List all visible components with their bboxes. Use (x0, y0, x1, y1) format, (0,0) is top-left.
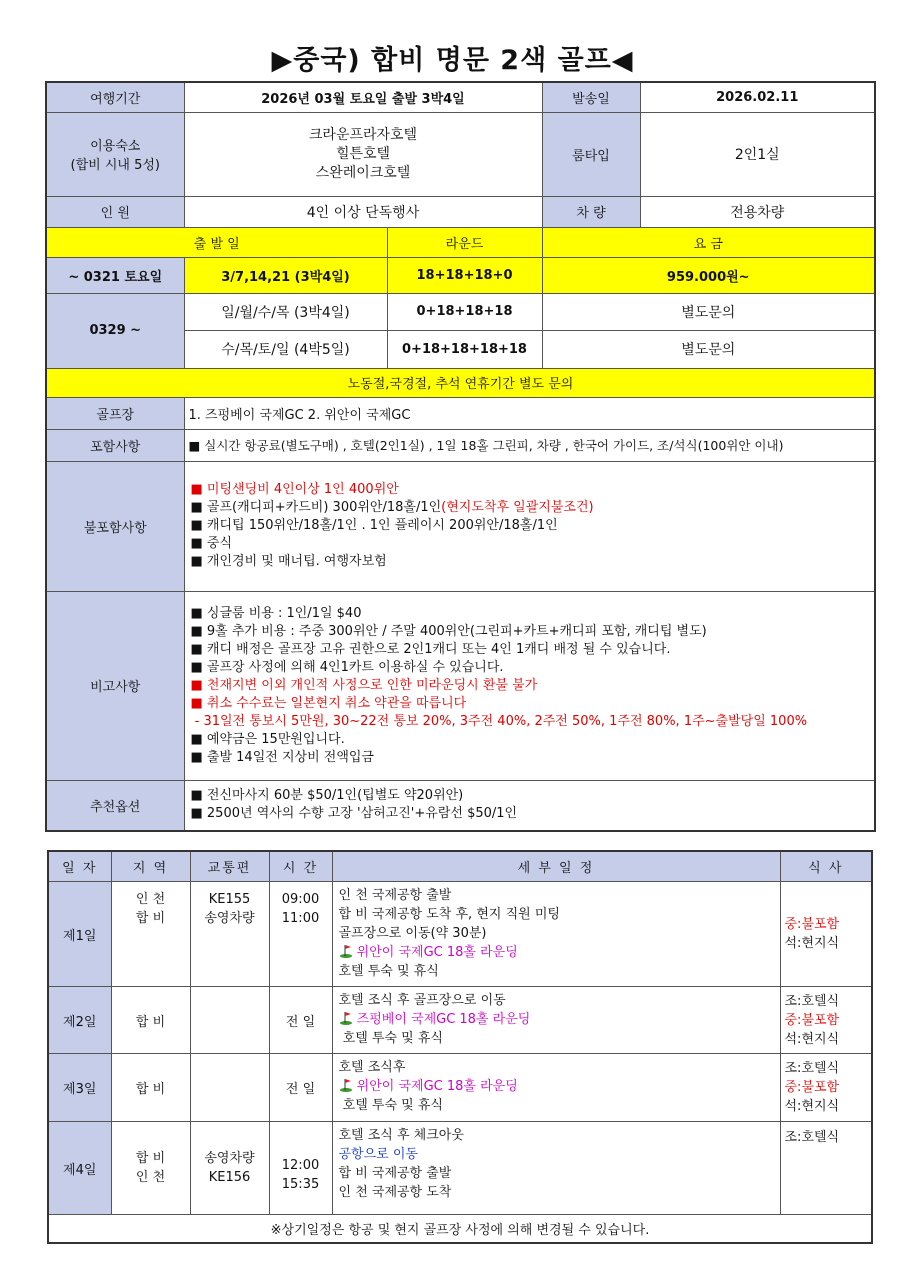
schedule-header-day: 일 자 (48, 851, 111, 882)
golf-round-text: 위안이 국제GC 18홀 라운딩 (356, 1079, 518, 1094)
hotel-list (184, 112, 542, 196)
schedule-detail (332, 1054, 780, 1122)
excluded-item: ■ 캐디팁 150위안/18홀/1인 . 1인 플레이시 200위안/18홀/1인 (190, 518, 558, 533)
meal-item: 조:호텔식 (784, 1130, 840, 1145)
schedule-detail (332, 987, 780, 1054)
detail-line: 합 비 국제공항 도착 후, 현지 직원 미팅 (338, 907, 560, 922)
transport-item: KE155 (208, 892, 251, 907)
schedule-area (111, 1122, 190, 1215)
price-fee: 별도문의 (542, 293, 875, 330)
meal-item: 조:호텔식 (784, 993, 840, 1009)
detail-line: 호텔 투숙 및 휴식 (338, 964, 439, 979)
excluded-item: ■ 중식 (190, 536, 233, 551)
schedule-day: 제4일 (48, 1122, 111, 1215)
detail-line: 호텔 조식 후 골프장으로 이동 (338, 993, 506, 1008)
schedule-area: 합 비 (111, 1054, 190, 1122)
price-fee: 959.000원~ (542, 257, 875, 293)
schedule-detail (332, 882, 780, 987)
people-label: 인 원 (46, 196, 184, 227)
send-date-value: 2026.02.11 (640, 82, 875, 112)
meal-item: 석:현지식 (784, 1099, 840, 1114)
detail-line: 인 천 국제공항 출발 (338, 888, 452, 903)
included-value: ■ 실시간 항공료(별도구매) , 호텔(2인1실) , 1일 18홀 그린피, 차량 , 한국어 가이드, 조/석식(100위안 이내) (184, 429, 875, 461)
golf-round-line (339, 1077, 774, 1096)
remark-item: ■ 취소 수수료는 일본현지 취소 약관을 따릅니다 (190, 695, 467, 711)
schedule-transport (190, 1122, 269, 1215)
price-dates: 일/월/수/목 (3박4일) (184, 293, 387, 330)
hotel-item: 스완레이크호텔 (315, 164, 411, 181)
room-type-value: 2인1실 (640, 112, 875, 196)
hotel-label (46, 112, 184, 196)
time-item: 12:00 (281, 1158, 320, 1173)
room-type-label: 룸타입 (542, 112, 640, 196)
detail-line: 호텔 투숙 및 휴식 (338, 1031, 443, 1046)
golf-flag-icon (339, 1078, 353, 1092)
price-period: 0329 ~ (46, 293, 184, 368)
transport-item: 송영차량 (204, 1151, 255, 1166)
option-item: ■ 전신마사지 60분 $50/1인(팁별도 약20위안) (190, 788, 464, 804)
detail-line: 호텔 조식 후 체크아웃 (338, 1128, 464, 1143)
price-fee: 별도문의 (542, 330, 875, 368)
schedule-table (47, 850, 873, 1244)
price-round: 0+18+18+18+18 (387, 330, 542, 368)
golf-round-line (339, 1010, 774, 1029)
price-round: 18+18+18+0 (387, 257, 542, 293)
meal-item: 석:현지식 (784, 936, 840, 951)
hotel-label-line-1: 이용숙소 (90, 139, 141, 154)
excluded-item-text: ■ 골프(캐디피+카드비) 300위안/18홀/1인 (190, 500, 442, 515)
remark-item: ■ 캐디 배정은 골프장 고유 권한으로 2인1캐디 또는 4인 1캐디 배정 될 수 있습니다. (190, 641, 671, 657)
excluded-item-note: (현지도착후 일괄지불조건) (441, 500, 594, 515)
meal-item: 중:불포함 (784, 1012, 840, 1028)
price-header-fee: 요 금 (542, 227, 875, 257)
vehicle-label: 차 량 (542, 196, 640, 227)
golf-flag-icon (339, 944, 353, 958)
remarks-list (184, 591, 875, 780)
page-title: ▶중국) 합비 명문 2색 골프◀ (271, 45, 634, 76)
schedule-meal (780, 882, 872, 987)
golf-round-line (339, 943, 774, 962)
remark-item: ■ 싱글룸 비용 : 1인/1일 $40 (190, 605, 362, 621)
golf-round-text: 즈펑베이 국제GC 18홀 라운딩 (356, 1012, 531, 1027)
options-label: 추천옵션 (46, 780, 184, 831)
schedule-day: 제3일 (48, 1054, 111, 1122)
remark-item: ■ 천재지변 이외 개인적 사정으로 인한 미라운딩시 환불 불가 (190, 677, 538, 693)
schedule-row (48, 1054, 872, 1122)
schedule-meal (780, 1122, 872, 1215)
schedule-area: 합 비 (111, 987, 190, 1054)
holiday-note: 노동절,국경절, 추석 연휴기간 별도 문의 (46, 368, 875, 397)
vehicle-value: 전용차량 (640, 196, 875, 227)
schedule-time (269, 882, 332, 987)
included-label: 포함사항 (46, 429, 184, 461)
remark-item: ■ 예약금은 15만원입니다. (190, 731, 345, 747)
schedule-day: 제1일 (48, 882, 111, 987)
detail-line: 인 천 국제공항 도착 (338, 1185, 452, 1200)
price-header-date: 출 발 일 (46, 227, 387, 257)
schedule-header-meal: 식 사 (780, 851, 872, 882)
detail-line: 골프장으로 이동(약 30분) (338, 926, 487, 941)
schedule-detail (332, 1122, 780, 1215)
time-item: 15:35 (281, 1177, 320, 1192)
schedule-time (269, 1122, 332, 1215)
schedule-transport (190, 882, 269, 987)
remark-item: ■ 골프장 사정에 의해 4인1카트 이용하실 수 있습니다. (190, 659, 504, 675)
area-item: 합 비 (135, 1151, 166, 1166)
hotel-item: 힐튼호텔 (335, 145, 391, 162)
schedule-row (48, 882, 872, 987)
transport-item: KE156 (208, 1170, 251, 1185)
price-dates: 3/7,14,21 (3박4일) (184, 257, 387, 293)
schedule-header-time: 시 간 (269, 851, 332, 882)
remarks-label: 비고사항 (46, 591, 184, 780)
detail-line: 합 비 국제공항 출발 (338, 1166, 452, 1181)
hotel-item: 크라운프라자호텔 (308, 126, 418, 143)
schedule-footer-note: ※상기일정은 항공 및 현지 골프장 사정에 의해 변경될 수 있습니다. (48, 1215, 872, 1244)
remark-item: ■ 출발 14일전 지상비 전액입금 (190, 749, 374, 765)
detail-line: 호텔 투숙 및 휴식 (338, 1098, 443, 1113)
schedule-header-area: 지 역 (111, 851, 190, 882)
time-item: 09:00 (281, 892, 320, 907)
period-label: 여행기간 (46, 82, 184, 112)
remark-item: ■ 9홀 추가 비용 : 주중 300위안 / 주말 400위안(그린피+카트+캐디피 포함, 캐디팁 별도) (190, 623, 707, 639)
excluded-item (191, 499, 869, 517)
schedule-time: 전 일 (269, 1054, 332, 1122)
excluded-item: ■ 개인경비 및 매너팁. 여행자보험 (190, 554, 387, 569)
schedule-meal (780, 987, 872, 1054)
period-value: 2026년 03월 토요일 출발 3박4일 (184, 82, 542, 112)
detail-line: 공항으로 이동 (338, 1147, 418, 1162)
excluded-list (184, 461, 875, 591)
people-value: 4인 이상 단독행사 (184, 196, 542, 227)
option-item: ■ 2500년 역사의 수향 고장 '삼허고진'+유람선 $50/1인 (190, 806, 518, 822)
price-period: ~ 0321 토요일 (46, 257, 184, 293)
schedule-transport (190, 987, 269, 1054)
golf-flag-icon (339, 1011, 353, 1025)
golf-round-text: 위안이 국제GC 18홀 라운딩 (356, 945, 518, 960)
excluded-item: ■ 미팅샌딩비 4인이상 1인 400위안 (190, 482, 399, 497)
hotel-label-line-2: (합비 시내 5성) (70, 158, 160, 173)
meal-item: 조:호텔식 (784, 1061, 840, 1076)
excluded-label: 불포함사항 (46, 461, 184, 591)
send-date-label: 발송일 (542, 82, 640, 112)
schedule-row (48, 987, 872, 1054)
area-item: 인 천 (135, 1170, 166, 1185)
options-list (184, 780, 875, 831)
price-round: 0+18+18+18 (387, 293, 542, 330)
transport-item: 송영차량 (204, 911, 255, 926)
golf-course-value: 1. 즈펑베이 국제GC 2. 위안이 국제GC (184, 397, 875, 429)
schedule-transport (190, 1054, 269, 1122)
schedule-row (48, 1122, 872, 1215)
schedule-day: 제2일 (48, 987, 111, 1054)
detail-line: 호텔 조식후 (338, 1060, 406, 1075)
schedule-time: 전 일 (269, 987, 332, 1054)
area-item: 인 천 (135, 892, 166, 907)
info-table (45, 81, 876, 832)
golf-course-label: 골프장 (46, 397, 184, 429)
meal-item: 중:불포함 (784, 917, 840, 932)
schedule-header-transport: 교통편 (190, 851, 269, 882)
area-item: 합 비 (135, 911, 166, 926)
schedule-meal (780, 1054, 872, 1122)
meal-item: 중:불포함 (784, 1080, 840, 1095)
schedule-header-detail: 세 부 일 정 (332, 851, 780, 882)
remark-item: - 31일전 통보시 5만원, 30~22전 통보 20%, 3주전 40%, 2주전 50%, 1주전 80%, 1주~출발당일 100% (190, 713, 808, 729)
schedule-area (111, 882, 190, 987)
time-item: 11:00 (281, 911, 320, 926)
meal-item: 석:현지식 (784, 1031, 840, 1047)
price-header-round: 라운드 (387, 227, 542, 257)
price-dates: 수/목/토/일 (4박5일) (184, 330, 387, 368)
